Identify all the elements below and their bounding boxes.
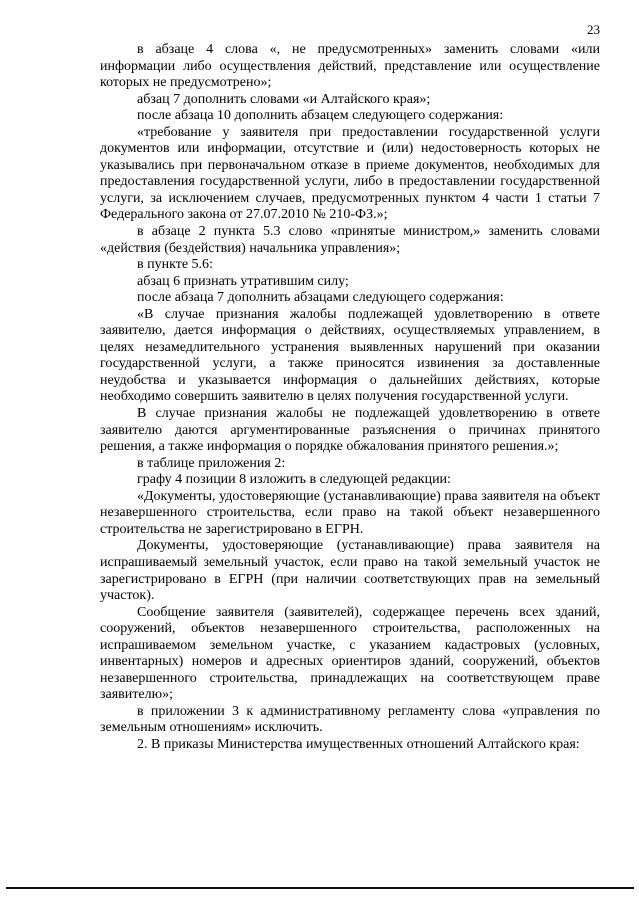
paragraph-amend-abzac-4: в абзаце 4 слова «, не предусмотренных» заменить словами «или информации либо осуществления действий, представление или осуществление которых не предусмотрено»; xyxy=(100,42,600,91)
paragraph-column-4-position-8: графу 4 позиции 8 изложить в следующей редакции: xyxy=(137,472,451,488)
paragraph-point-5-6: в пункте 5.6: xyxy=(137,257,213,273)
paragraph-after-abzac-10: после абзаца 10 дополнить абзацем следующего содержания: xyxy=(137,108,504,124)
document-body xyxy=(100,42,600,754)
page-number: 23 xyxy=(587,22,600,37)
paragraph-documents-land: Документы, удостоверяющие (устанавливающие) права заявителя на испрашиваемый земельный участок, если право на такой земельный участок не зарегистрировано в ЕГРН (при наличии соответствующих прав на земельный участок). xyxy=(100,538,600,604)
paragraph-quote-requirement: «требование у заявителя при предоставлении государственной услуги документов или информации, отсутствие и (или) недостоверность которых не указывались при первоначальном отказе в приеме документов, необходимых для предоставления государственной услуги, либо в предоставлении государственной услуги, за исключением случаев, предусмотренных пунктом 4 части 1 статьи 7 Федерального закона от 27.07.2010 № 210-ФЗ.»; xyxy=(100,124,600,223)
paragraph-annex-3: в приложении 3 к административному регламенту слова «управления по земельным отношениям» исключить. xyxy=(100,703,600,736)
paragraph-amend-abzac-7: абзац 7 дополнить словами «и Алтайского края»; xyxy=(137,91,431,107)
bottom-divider xyxy=(6,887,634,889)
paragraph-quote-complaint-satisfied: «В случае признания жалобы подлежащей удовлетворению в ответе заявителю, дается информация о действиях, осуществляемых управлением, в целях незамедлительного устранения выявленных нарушений при оказании государственной услуги, а также приносятся извинения за доставленные неудобства и указывается информация о дальнейших действиях, которые необходимо совершить заявителю в целях получения государственной услуги. xyxy=(100,306,600,405)
paragraph-amend-point-5-3: в абзаце 2 пункта 5.3 слово «принятые министром,» заменить словами «действия (бездействия) начальника управления»; xyxy=(100,224,600,256)
paragraph-abzac-6-void: абзац 6 признать утратившим силу; xyxy=(137,273,349,289)
paragraph-annex-2-table: в таблице приложения 2: xyxy=(137,455,286,471)
paragraph-section-2: 2. В приказы Министерства имущественных отношений Алтайского края: xyxy=(137,736,580,752)
paragraph-applicant-message: Сообщение заявителя (заявителей), содержащее перечень всех зданий, сооружений, объектов незавершенного строительства, расположенных на испрашиваемом земельном участке, с указанием кадастровых (условных, инвентарных) номеров и адресных ориентиров зданий, сооружений, объектов незавершенного строительства, принадлежащих на соответствующем праве заявителю»; xyxy=(100,604,600,703)
paragraph-after-abzac-7: после абзаца 7 дополнить абзацами следующего содержания: xyxy=(137,290,504,306)
paragraph-quote-documents-object: «Документы, удостоверяющие (устанавливающие) права заявителя на объект незавершенного строительства, если право на такой объект незавершенного строительства не зарегистрировано в ЕГРН. xyxy=(100,488,600,537)
paragraph-quote-complaint-rejected: В случае признания жалобы не подлежащей удовлетворению в ответе заявителю даются аргументированные разъяснения о причинах принятого решения, а также информация о порядке обжалования принятого решения.»; xyxy=(100,406,600,455)
